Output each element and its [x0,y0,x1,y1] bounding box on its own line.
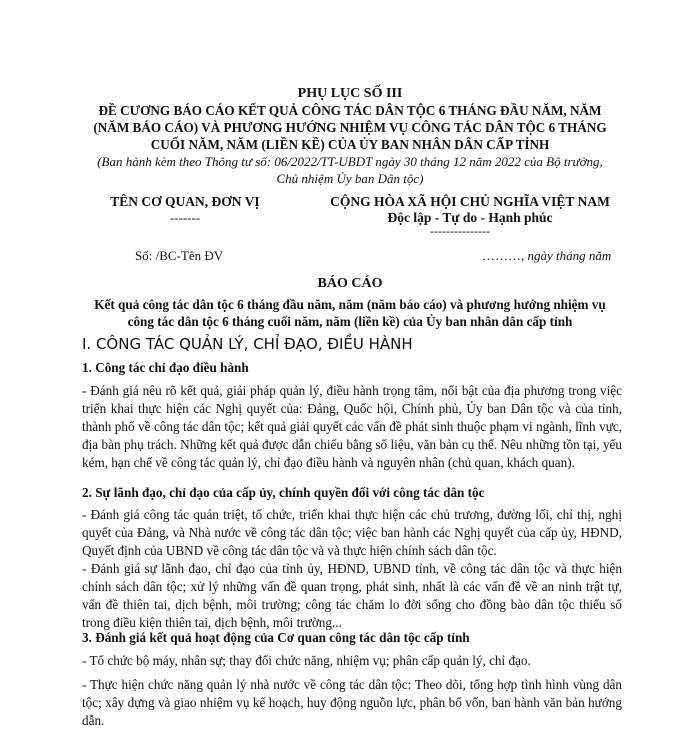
date-dots: ………, [482,248,525,263]
country-name: CỘNG HÒA XÃ HỘI CHỦ NGHĨA VIỆT NAM [330,194,610,209]
subsection-1-heading: 1. Công tác chỉ đạo điều hành [82,360,249,375]
motto: Độc lập - Tự do - Hạnh phúc [387,210,553,225]
subsection-1-paragraph-1: - Đánh giá nêu rõ kết quả, giải pháp quản lý, điều hành trọng tâm, nổi bật của địa phương trong việc triển khai thực hiện các Nghị quyết của: Đảng, Quốc hội, Chính phủ, Ủy ban Dân tộc và của tỉnh, thành phố về công tác dân tộc; kết quả giải quyết các vấn đề phát sinh thuộc phạm vi ngành, lĩnh vực, địa bàn phụ trách. Những kết quả được dẫn chiếu bằng số liệu, văn bản cụ thể. Nêu những tồn tại, yếu kém, hạn chế về công tác quản lý, chỉ đạo điều hành và nguyên nhân (chủ quan, khách quan). [82,383,622,470]
org-name: TÊN CƠ QUAN, ĐƠN VỊ [110,194,260,209]
motto-rule: --------------- [430,224,490,238]
subsection-3-paragraph-1: - Tổ chức bộ máy, nhân sự; thay đổi chức năng, nhiệm vụ; phân cấp quản lý, chỉ đạo. [82,653,531,668]
issued-note-line-2: Chủ nhiệm Ủy ban Dân tộc) [276,171,424,186]
issued-note-line-1: (Ban hành kèm theo Thông tư số: 06/2022/TT-UBDT ngày 30 tháng 12 năm 2022 của Bộ trưởng, [97,154,603,169]
report-subtitle-line-2: công tác dân tộc 6 tháng cuối năm, năm (liền kề) của Ủy ban nhân dân cấp tỉnh [127,314,573,329]
subsection-3-heading: 3. Đánh giá kết quả hoạt động của Cơ quan công tác dân tộc cấp tỉnh [82,630,470,645]
date-line [482,248,611,264]
doc-number: Số: /BC-Tên ĐV [135,248,224,263]
org-rule: ------- [169,210,201,225]
appendix-label: PHỤ LỤC SỐ III [297,86,403,101]
report-subtitle-line-1: Kết quả công tác dân tộc 6 tháng đầu năm, năm (năm báo cáo) và phương hướng nhiệm vụ [94,297,606,312]
appendix-title-line-1: ĐỀ CƯƠNG BÁO CÁO KẾT QUẢ CÔNG TÁC DÂN TỘC 6 THÁNG ĐẦU NĂM, NĂM [98,103,602,118]
date-text: ngày tháng năm [524,248,612,263]
section-1-heading: I. CÔNG TÁC QUẢN LÝ, CHỈ ĐẠO, ĐIỀU HÀNH [82,335,413,353]
subsection-3-paragraph-2: - Thực hiện chức năng quản lý nhà nước về công tác dân tộc: Theo dõi, tổng hợp tình hình vùng dân tộc; xây dựng và giao nhiệm vụ kế hoạch, huy động nguồn lực, phân bổ vốn, ban hành văn bản hướng dẫn. [82,677,622,728]
report-title: BÁO CÁO [317,276,383,291]
subsection-2-paragraph-1: - Đánh giá công tác quán triệt, tổ chức, triển khai thực hiện các chủ trương, đường lối, chỉ thị, nghị quyết của Đảng, và Nhà nước về công tác dân tộc; việc ban hành các Nghị quyết của cấp ủy, HĐND, Quyết định của UBND về công tác dân tộc và và thực hiện chính sách dân tộc. [82,507,622,558]
appendix-title-line-3: CUỐI NĂM, NĂM (LIỀN KỀ) CỦA ỦY BAN NHÂN DÂN CẤP TỈNH [150,137,550,152]
subsection-2-heading: 2. Sự lãnh đạo, chỉ đạo của cấp ủy, chính quyền đối với công tác dân tộc [82,485,485,500]
subsection-2-paragraph-2: - Đánh giá sự lãnh đạo, chỉ đạo của tỉnh ủy, HĐND, UBND tỉnh, về công tác dân tộc và thực hiện chính sách dân tộc; xử lý những vấn đề quan trọng, phát sinh, nhất là các vấn đề về an ninh trật tự, vấn đề thiên tai, dịch bệnh, môi trường; công tác chăm lo đời sống cho đồng bào dân tộc thiểu số trong điều kiện thiên tai, dịch bệnh, môi trường... [82,561,622,630]
appendix-title-line-2: (NĂM BÁO CÁO) VÀ PHƯƠNG HƯỚNG NHIỆM VỤ CÔNG TÁC DÂN TỘC 6 THÁNG [93,120,607,135]
